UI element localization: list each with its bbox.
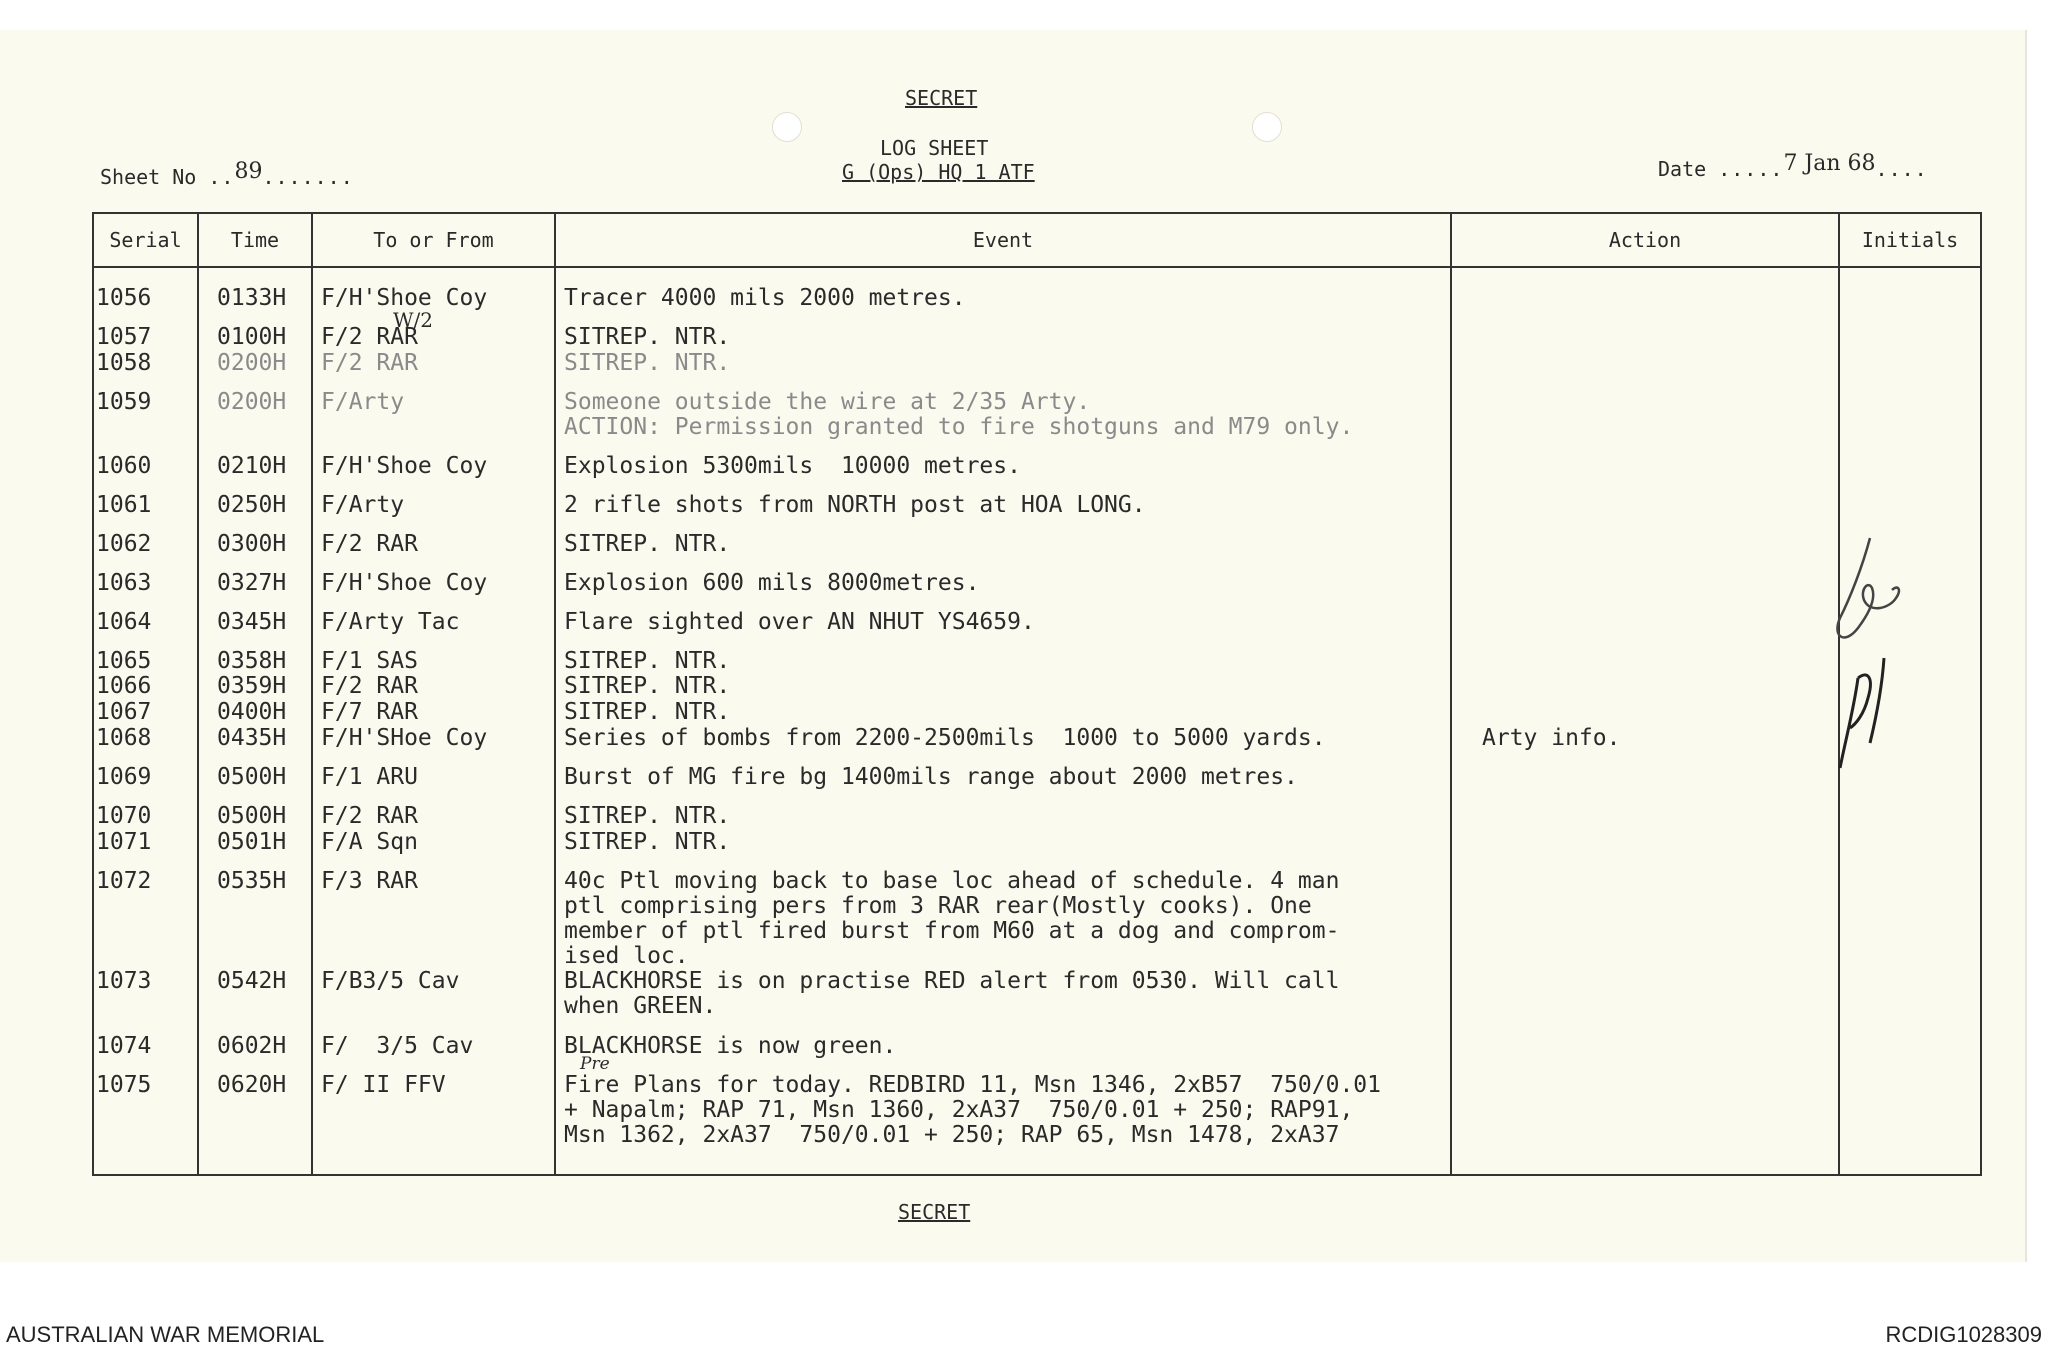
log-sheet-title: LOG SHEET: [880, 136, 989, 160]
event-line: ACTION: Permission granted to fire shotguns and M79 only.: [564, 414, 1354, 440]
event-line: Explosion 600 mils 8000metres.: [564, 570, 980, 596]
event-line: BLACKHORSE is on practise RED alert from 0530. Will call: [564, 968, 1340, 994]
event-line: ptl comprising pers from 3 RAR rear(Mostly cooks). One: [564, 893, 1312, 919]
sheet-number: Sheet No ..89.......: [100, 159, 354, 189]
serial-cell: 1073: [96, 968, 152, 994]
event-line: SITREP. NTR.: [564, 829, 731, 855]
event-line: Msn 1362, 2xA37 750/0.01 + 250; RAP 65, Msn 1478, 2xA37: [564, 1122, 1340, 1148]
serial-cell: 1059: [96, 389, 152, 415]
to-or-from-cell: F/7 RAR: [321, 699, 418, 725]
serial-cell: 1064: [96, 609, 152, 635]
event-line: BLACKHORSE is now green.: [564, 1033, 897, 1059]
header-time: Time: [198, 213, 312, 267]
serial-cell: 1056: [96, 285, 152, 311]
date-label: Date: [1658, 157, 1707, 181]
serial-column: [94, 268, 197, 1174]
event-line: 40c Ptl moving back to base loc ahead of schedule. 4 man: [564, 868, 1340, 894]
punch-hole: [772, 112, 802, 142]
time-cell: 0500H: [217, 764, 287, 790]
to-or-from-cell: F/H'SHoe Coy: [321, 725, 488, 751]
handwritten-initials: [1810, 528, 1930, 788]
to-or-from-cell: F/1 ARU: [321, 764, 418, 790]
serial-cell: 1065: [96, 648, 152, 674]
to-or-from-cell: F/Arty: [321, 389, 405, 415]
event-line: Fire Plans for today. REDBIRD 11, Msn 1346, 2xB57 750/0.01: [564, 1072, 1381, 1098]
serial-cell: 1072: [96, 868, 152, 894]
event-line: + Napalm; RAP 71, Msn 1360, 2xA37 750/0.01 + 250; RAP91,: [564, 1097, 1354, 1123]
event-line: 2 rifle shots from NORTH post at HOA LONG.: [564, 492, 1146, 518]
to-or-from-cell: F/2 RAR: [321, 531, 418, 557]
event-line: SITREP. NTR.: [564, 803, 731, 829]
archive-credit: AUSTRALIAN WAR MEMORIAL: [6, 1322, 325, 1347]
time-cell: 0100H: [217, 324, 287, 350]
to-or-from-cell: F/ II FFV: [321, 1072, 446, 1098]
event-line: when GREEN.: [564, 993, 717, 1019]
serial-cell: 1069: [96, 764, 152, 790]
action-column: [1452, 268, 1838, 1174]
time-cell: 0133H: [217, 285, 287, 311]
to-or-from-cell: F/2 RAR: [321, 350, 418, 376]
time-cell: 0250H: [217, 492, 287, 518]
time-cell: 0501H: [217, 829, 287, 855]
event-line: ised loc.: [564, 943, 689, 969]
serial-cell: 1062: [96, 531, 152, 557]
event-line: SITREP. NTR.: [564, 350, 731, 376]
header-action: Action: [1451, 213, 1839, 267]
header-initials: Initials: [1839, 213, 1981, 267]
time-cell: 0359H: [217, 673, 287, 699]
event-line: Tracer 4000 mils 2000 metres.: [564, 285, 966, 311]
initials-column: [1840, 268, 1980, 1174]
to-or-from-cell: F/B3/5 Cav: [321, 968, 460, 994]
event-column: [556, 268, 1450, 1174]
time-cell: 0327H: [217, 570, 287, 596]
time-cell: 0602H: [217, 1033, 287, 1059]
serial-cell: 1058: [96, 350, 152, 376]
serial-cell: 1075: [96, 1072, 152, 1098]
to-or-from-cell: F/2 RAR: [321, 324, 418, 350]
date-value: 7 Jan 68: [1783, 151, 1876, 176]
time-cell: 0210H: [217, 453, 287, 479]
time-column: [199, 268, 311, 1174]
classification-bottom: SECRET: [898, 1200, 971, 1224]
time-cell: 0345H: [217, 609, 287, 635]
event-line: Explosion 5300mils 10000 metres.: [564, 453, 1021, 479]
serial-cell: 1061: [96, 492, 152, 518]
action-cell: Arty info.: [1482, 725, 1621, 751]
time-cell: 0435H: [217, 725, 287, 751]
event-line: Flare sighted over AN NHUT YS4659.: [564, 609, 1035, 635]
table-header-row: [93, 213, 1981, 267]
event-line: SITREP. NTR.: [564, 324, 731, 350]
serial-cell: 1063: [96, 570, 152, 596]
punch-hole: [1252, 112, 1282, 142]
to-or-from-cell: F/H'Shoe Coy: [321, 285, 488, 311]
event-line: Series of bombs from 2200-2500mils 1000 to 5000 yards.: [564, 725, 1326, 751]
event-line: SITREP. NTR.: [564, 531, 731, 557]
time-cell: 0535H: [217, 868, 287, 894]
log-table: [92, 212, 1982, 1176]
sheet-number-value: 89: [234, 159, 263, 184]
event-line: Burst of MG fire bg 1400mils range about 2000 metres.: [564, 764, 1298, 790]
to-or-from-cell: F/A Sqn: [321, 829, 418, 855]
to-or-from-cell: F/H'Shoe Coy: [321, 570, 488, 596]
serial-cell: 1074: [96, 1033, 152, 1059]
header-event: Event: [555, 213, 1451, 267]
event-line: Someone outside the wire at 2/35 Arty.: [564, 389, 1091, 415]
time-cell: 0500H: [217, 803, 287, 829]
to-or-from-cell: F/3 RAR: [321, 868, 418, 894]
to-or-from-cell: F/2 RAR: [321, 673, 418, 699]
classification-top: SECRET: [905, 86, 978, 110]
serial-cell: 1068: [96, 725, 152, 751]
serial-cell: 1070: [96, 803, 152, 829]
to-or-from-cell: F/2 RAR: [321, 803, 418, 829]
event-line: SITREP. NTR.: [564, 673, 731, 699]
to-or-from-cell: F/1 SAS: [321, 648, 418, 674]
sheet-date: Date .....7 Jan 68....: [1658, 151, 1928, 181]
serial-cell: 1071: [96, 829, 152, 855]
time-cell: 0358H: [217, 648, 287, 674]
event-line: SITREP. NTR.: [564, 648, 731, 674]
sheet-number-label: Sheet No: [100, 165, 197, 189]
time-cell: 0620H: [217, 1072, 287, 1098]
header-to-or-from: To or From: [312, 213, 555, 267]
to-or-from-cell: F/ 3/5 Cav: [321, 1033, 474, 1059]
serial-cell: 1067: [96, 699, 152, 725]
annotation-pre: Pre: [580, 1054, 610, 1074]
serial-cell: 1057: [96, 324, 152, 350]
time-cell: 0400H: [217, 699, 287, 725]
to-or-from-cell: F/Arty Tac: [321, 609, 460, 635]
header-serial: Serial: [93, 213, 198, 267]
to-or-from-column: [313, 268, 554, 1174]
time-cell: 0200H: [217, 389, 287, 415]
annotation-w2: W/2: [393, 308, 434, 332]
to-or-from-cell: F/Arty: [321, 492, 405, 518]
serial-cell: 1066: [96, 673, 152, 699]
event-line: member of ptl fired burst from M60 at a dog and comprom-: [564, 918, 1340, 944]
serial-cell: 1060: [96, 453, 152, 479]
event-line: SITREP. NTR.: [564, 699, 731, 725]
time-cell: 0300H: [217, 531, 287, 557]
time-cell: 0542H: [217, 968, 287, 994]
time-cell: 0200H: [217, 350, 287, 376]
to-or-from-cell: F/H'Shoe Coy: [321, 453, 488, 479]
unit-name: G (Ops) HQ 1 ATF: [842, 160, 1035, 184]
archive-reference: RCDIG1028309: [1885, 1322, 2042, 1347]
